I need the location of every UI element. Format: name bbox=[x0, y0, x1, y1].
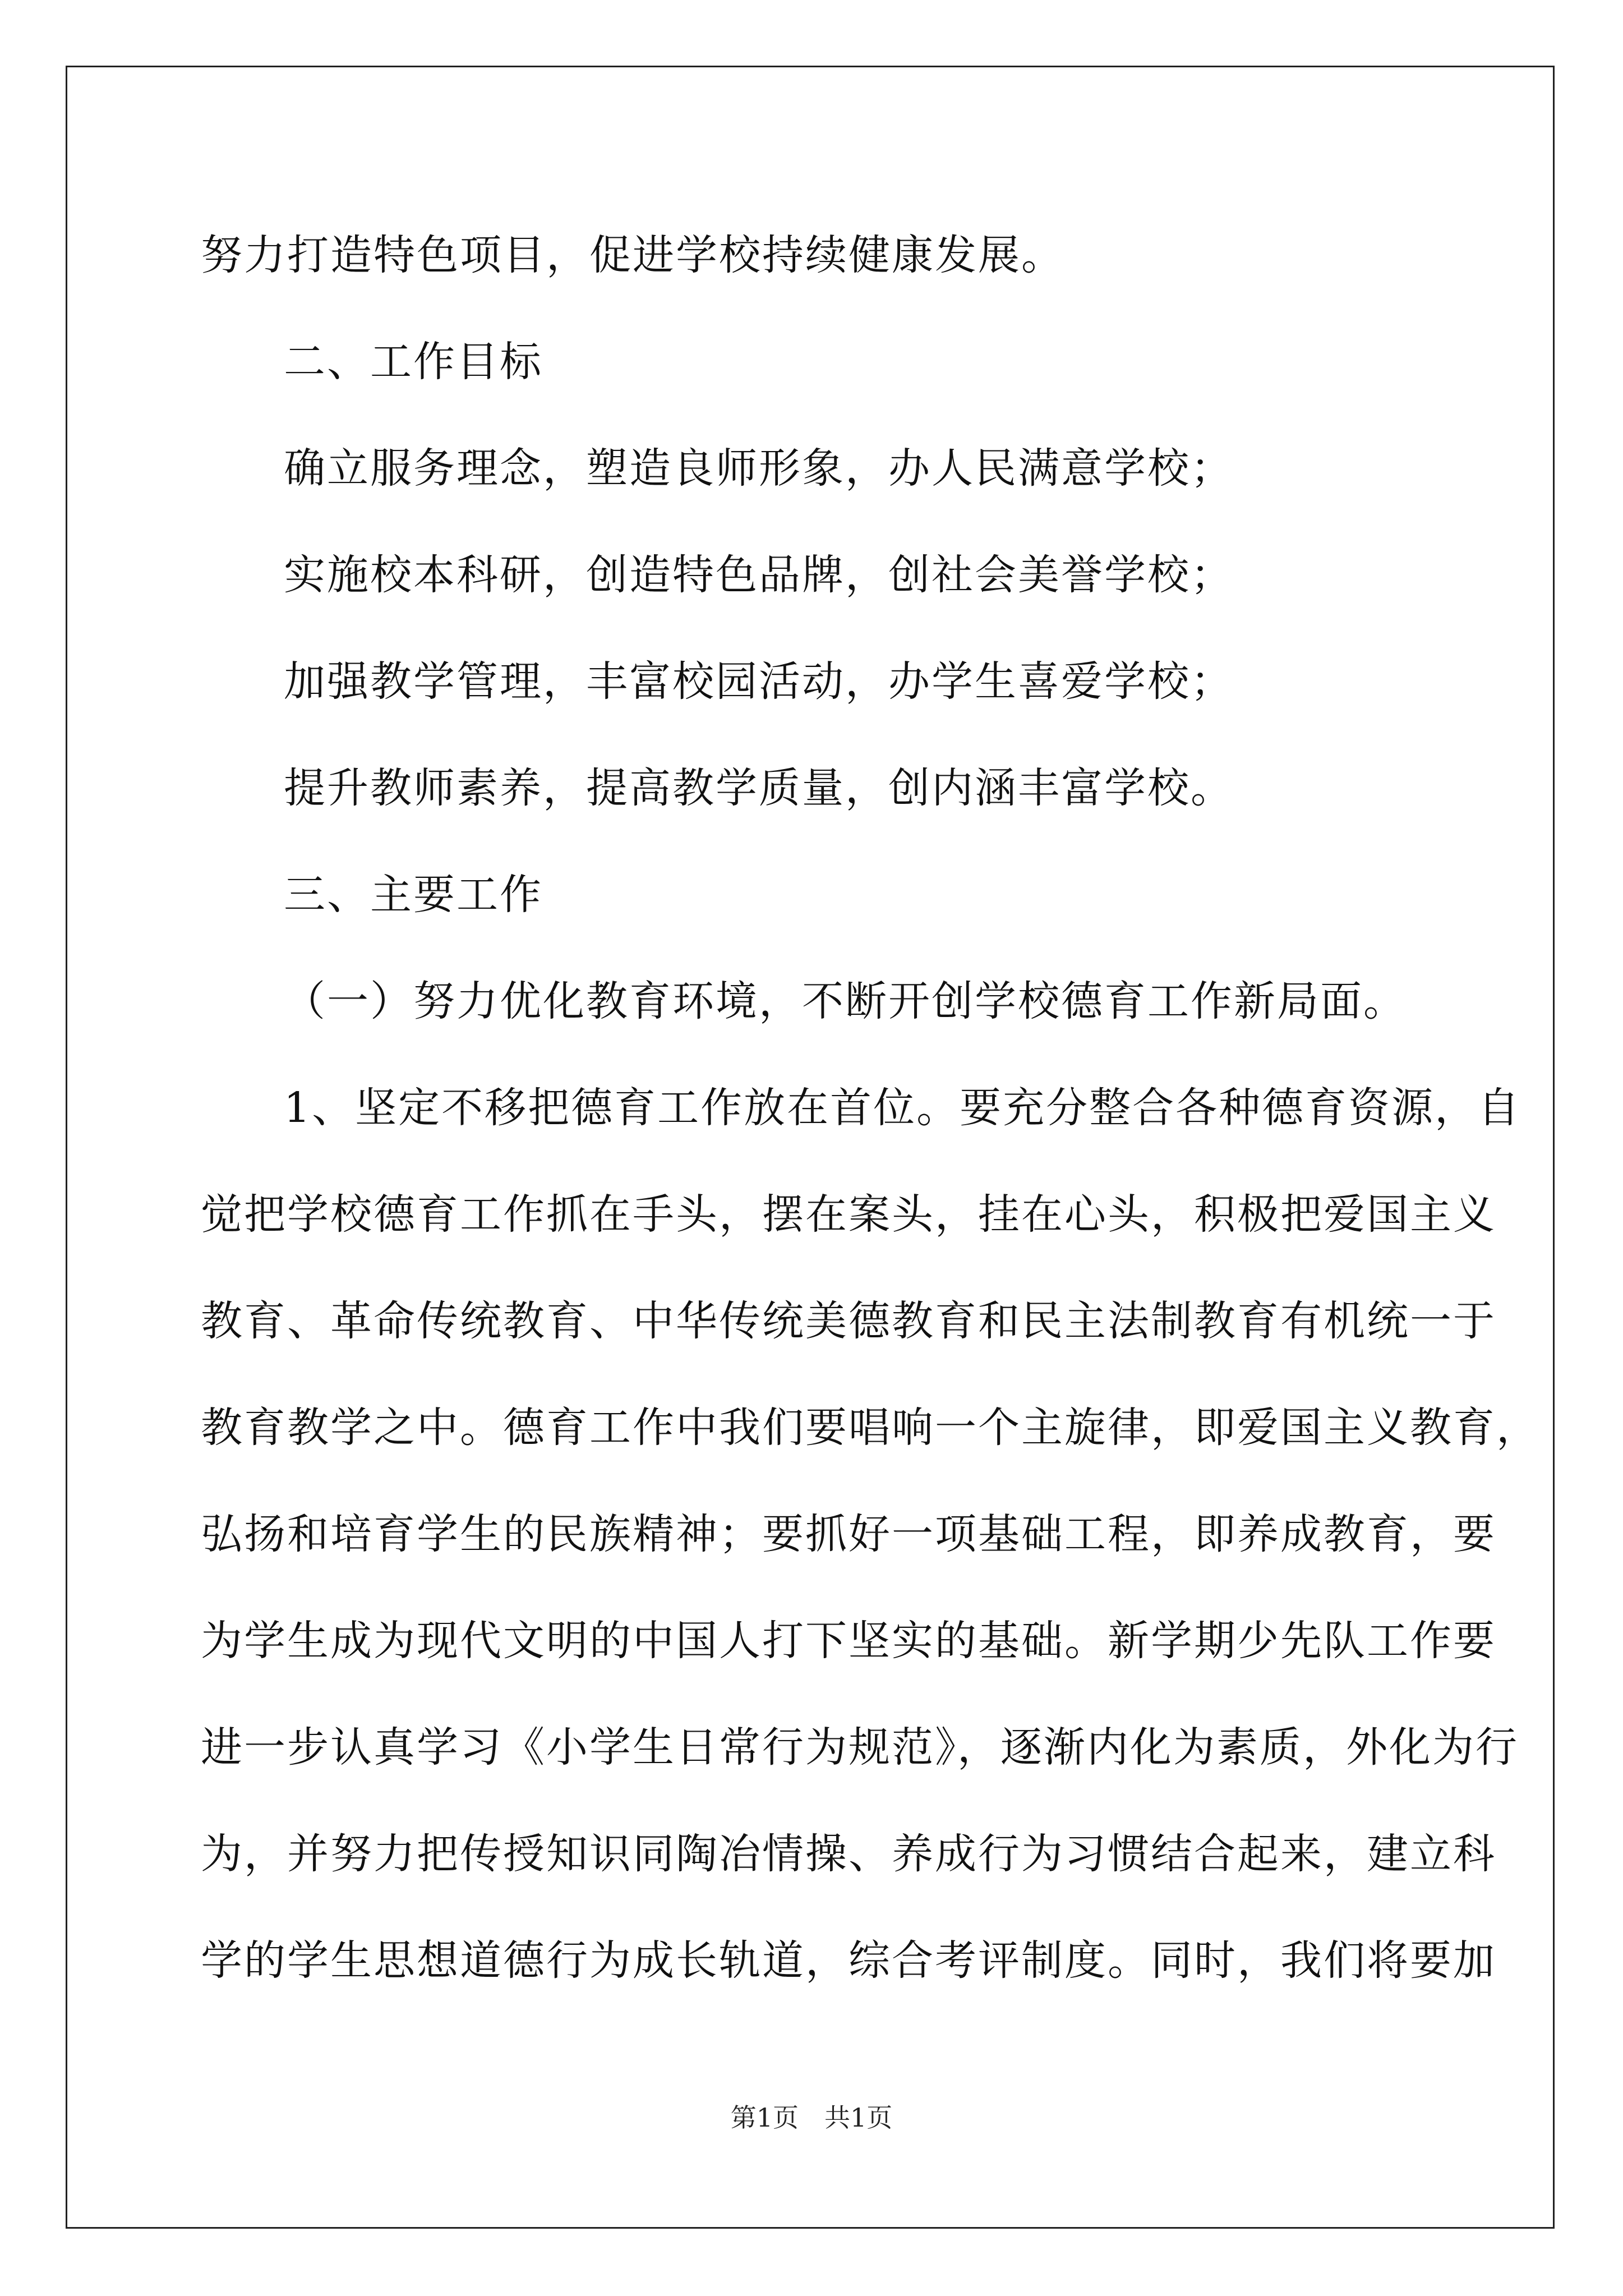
paragraph-line-8: 为，并努力把传授知识同陶冶情操、养成行为习惯结合起来，建立科 bbox=[201, 1830, 1496, 1878]
paragraph-line-2: 觉把学校德育工作抓在手头，摆在案头，挂在心头，积极把爱国主义 bbox=[201, 1190, 1496, 1239]
paragraph-line-5: 弘扬和培育学生的民族精神；要抓好一项基础工程，即养成教育，要 bbox=[201, 1510, 1496, 1558]
goal-item-4: 提升教师素养，提高教学质量，创内涵丰富学校。 bbox=[284, 764, 1234, 812]
goal-item-1: 确立服务理念，塑造良师形象，办人民满意学校； bbox=[284, 444, 1234, 493]
paragraph-line-3: 教育、革命传统教育、中华传统美德教育和民主法制教育有机统一于 bbox=[201, 1297, 1496, 1345]
goal-item-2: 实施校本科研，创造特色品牌，创社会美誉学校； bbox=[284, 551, 1234, 599]
text-line-1: 努力打造特色项目，促进学校持续健康发展。 bbox=[201, 231, 1064, 279]
paragraph-line-9: 学的学生思想道德行为成长轨道，综合考评制度。同时，我们将要加 bbox=[201, 1936, 1496, 1985]
paragraph-line-6: 为学生成为现代文明的中国人打下坚实的基础。新学期少先队工作要 bbox=[201, 1617, 1496, 1665]
goal-item-3: 加强教学管理，丰富校园活动，办学生喜爱学校； bbox=[284, 657, 1234, 706]
paragraph-line-1: 1、坚定不移把德育工作放在首位。要充分整合各种德育资源，自 bbox=[284, 1084, 1521, 1132]
section-heading-goals: 二、工作目标 bbox=[284, 338, 543, 386]
section-heading-main-work: 三、主要工作 bbox=[284, 871, 543, 919]
document-body bbox=[201, 202, 1539, 2014]
subsection-heading-1: （一）努力优化教育环境，不断开创学校德育工作新局面。 bbox=[284, 977, 1407, 1025]
paragraph-line-7: 进一步认真学习《小学生日常行为规范》，逐渐内化为素质，外化为行 bbox=[201, 1723, 1519, 1772]
paragraph-line-4: 教育教学之中。德育工作中我们要唱响一个主旋律，即爱国主义教育， bbox=[201, 1404, 1539, 1452]
page-footer: 第1页 共1页 bbox=[730, 2102, 893, 2133]
